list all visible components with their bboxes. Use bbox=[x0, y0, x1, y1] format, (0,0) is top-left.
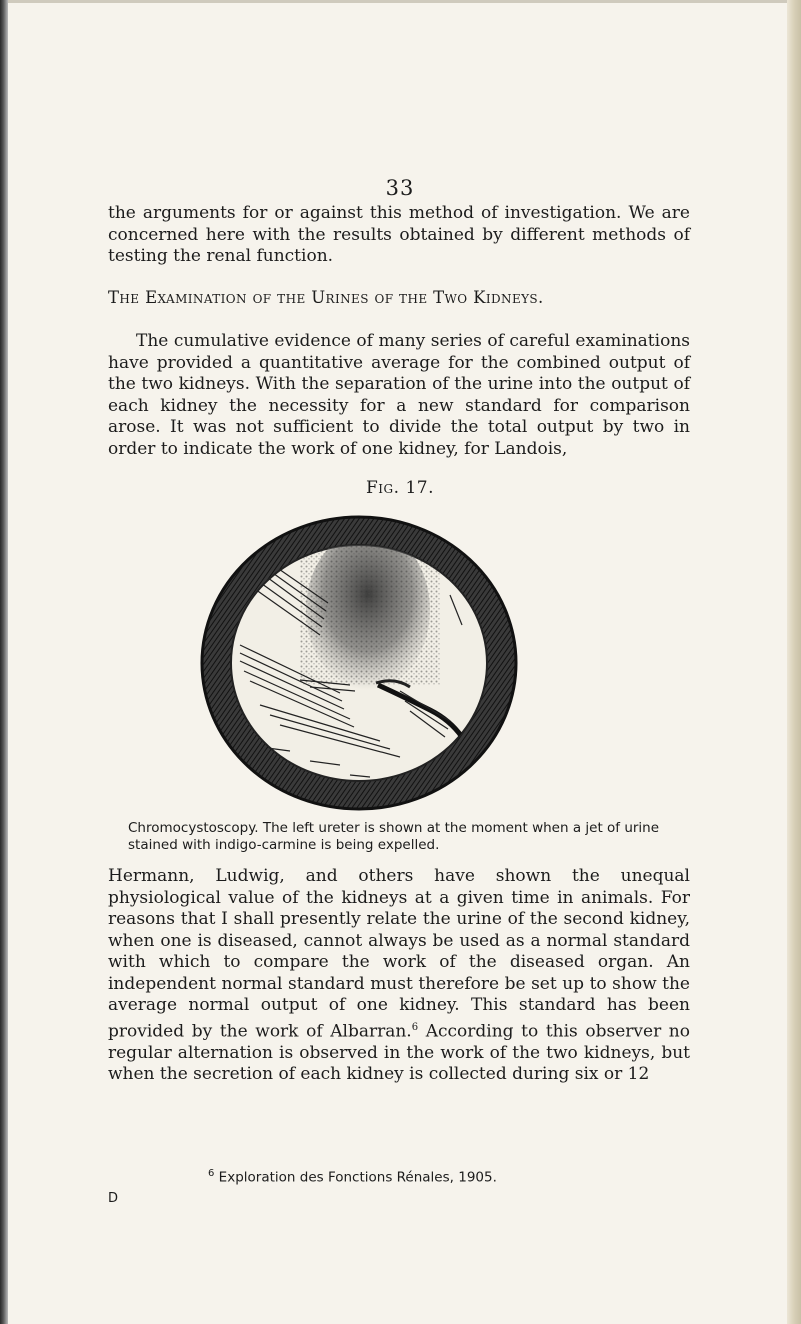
binding-gutter bbox=[0, 0, 8, 1324]
page-number: 33 bbox=[385, 176, 415, 200]
signature-mark: D bbox=[108, 1191, 119, 1206]
footnote-reference: 6 bbox=[411, 1021, 419, 1033]
paragraph-3-continued: According to this observer no regular alternation is observed in the work of the two kidneys, but when the secretion of each kidney is collected during six or 12 bbox=[108, 1021, 690, 1085]
figure-label: Fig. 17. bbox=[366, 478, 434, 498]
section-heading: The Examination of the Urines of the Two Kidneys. bbox=[108, 288, 544, 307]
footnote-number: 6 bbox=[208, 1168, 215, 1179]
paragraph-3-text: Hermann, Ludwig, and others have shown the unequal physiological value of the kidneys at a given time in animals. For reasons that I shall presently relate the urine of the second kidney, when one is diseased, cannot always be used as a normal standard with which to compare the work of the diseased organ. An independent normal standard must therefore be set up to show the average normal output of one kidney. This standard has been provided by the work of Albarran. bbox=[108, 866, 690, 1042]
page-edge bbox=[787, 0, 801, 1324]
cystoscopy-illustration bbox=[200, 515, 518, 811]
paragraph-2: The cumulative evidence of many series of careful examinations have provided a quantitative average for the combined output of the two kidneys. With the separation of the urine into the output of each kidney the necessity for a new standard for comparison arose. It was not sufficient to divide the total output by two in order to indicate the work of one kidney, for Landois, bbox=[108, 331, 690, 459]
top-edge bbox=[8, 0, 787, 3]
paragraph-3 bbox=[108, 866, 690, 1086]
footnote bbox=[208, 1168, 708, 1186]
footnote-text: Exploration des Fonctions Rénales, 1905. bbox=[218, 1169, 497, 1186]
paragraph-1: the arguments for or against this method of investigation. We are concerned here with the results obtained by different methods of testing the renal function. bbox=[108, 203, 690, 266]
cystoscope-view-icon bbox=[200, 515, 518, 811]
figure-caption: Chromocystoscopy. The left ureter is shown at the moment when a jet of urine stained with indigo-carmine is being expelled. bbox=[128, 820, 660, 853]
